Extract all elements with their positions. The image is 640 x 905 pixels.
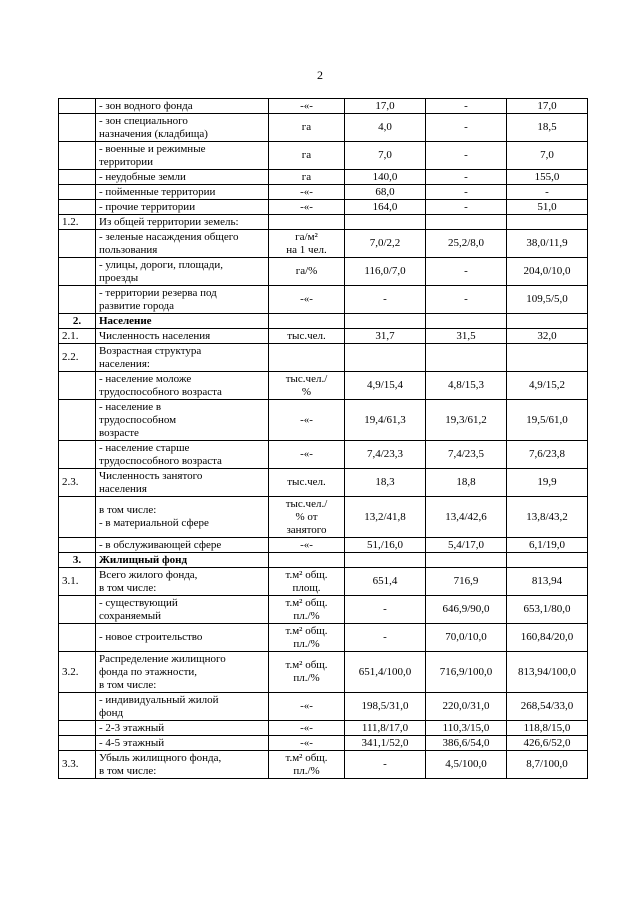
section-header-row <box>59 553 588 568</box>
unit-cell <box>269 372 345 400</box>
unit-cell-line: -«- <box>300 413 313 426</box>
value-cell-1: - <box>345 751 426 779</box>
value-cell-2: 4,8/15,3 <box>426 372 507 400</box>
table-row <box>59 185 588 200</box>
indicator-name-line: в том числе: <box>99 504 157 516</box>
unit-cell-line: тыс.чел./ <box>285 372 328 385</box>
value-cell-3: 7,0 <box>507 142 588 170</box>
value-cell-2: - <box>426 258 507 286</box>
value-cell-1: 651,4/100,0 <box>345 652 426 693</box>
table-row <box>59 215 588 230</box>
unit-cell <box>269 568 345 596</box>
value-cell-3: 19,9 <box>507 469 588 497</box>
table-row <box>59 114 588 142</box>
unit-cell <box>269 258 345 286</box>
value-cell-1 <box>345 344 426 372</box>
value-cell-3: 7,6/23,8 <box>507 441 588 469</box>
value-cell-2: 19,3/61,2 <box>426 400 507 441</box>
value-cell-1: 19,4/61,3 <box>345 400 426 441</box>
unit-cell-line: -«- <box>300 700 313 712</box>
unit-cell <box>269 497 345 538</box>
value-cell-3: 155,0 <box>507 170 588 185</box>
indicator-name-line: - зон специального <box>99 114 188 127</box>
indicator-name <box>96 314 269 329</box>
value-cell-2: 18,8 <box>426 469 507 497</box>
indicator-name-line: - территории резерва под <box>99 286 217 299</box>
row-number <box>59 624 96 652</box>
indicator-name <box>96 721 269 736</box>
indicator-name-line: - в материальной сфере <box>99 517 209 529</box>
row-number <box>59 538 96 553</box>
unit-cell <box>269 624 345 652</box>
value-cell-3: 38,0/11,9 <box>507 230 588 258</box>
unit-cell-line: -«- <box>300 200 313 213</box>
indicator-name <box>96 568 269 596</box>
value-cell-2 <box>426 344 507 372</box>
row-number: 2.2. <box>59 344 96 372</box>
indicator-name-line: назначения (кладбища) <box>99 127 208 140</box>
row-number <box>59 99 96 114</box>
unit-cell <box>269 99 345 114</box>
value-cell-1: 198,5/31,0 <box>345 693 426 721</box>
unit-cell-line: т.м² общ. <box>285 659 328 671</box>
value-cell-2: 220,0/31,0 <box>426 693 507 721</box>
indicator-name <box>96 329 269 344</box>
indicator-name <box>96 624 269 652</box>
value-cell-2: - <box>426 99 507 114</box>
unit-cell <box>269 400 345 441</box>
value-cell-3: 813,94/100,0 <box>507 652 588 693</box>
indicator-name-line: - существующий <box>99 596 178 609</box>
unit-cell-line: тыс.чел. <box>287 476 326 488</box>
value-cell-2: - <box>426 114 507 142</box>
indicator-name <box>96 596 269 624</box>
value-cell-1: 116,0/7,0 <box>345 258 426 286</box>
value-cell-1: 4,0 <box>345 114 426 142</box>
row-number: 1.2. <box>59 215 96 230</box>
value-cell-3: 13,8/43,2 <box>507 497 588 538</box>
value-cell-3: 51,0 <box>507 200 588 215</box>
value-cell-3: 268,54/33,0 <box>507 693 588 721</box>
indicator-name-line: - население старше <box>99 441 190 454</box>
indicator-name-line: - 2-3 этажный <box>99 721 165 734</box>
indicator-name-line: - прочие территории <box>99 200 196 213</box>
unit-cell-line: -«- <box>300 448 313 460</box>
unit-cell-line: га <box>301 121 312 133</box>
value-cell-1: 7,0/2,2 <box>345 230 426 258</box>
value-cell-1: 4,9/15,4 <box>345 372 426 400</box>
unit-cell-line: % от <box>295 510 318 523</box>
row-number <box>59 185 96 200</box>
value-cell-2: 716,9/100,0 <box>426 652 507 693</box>
value-cell-1: 341,1/52,0 <box>345 736 426 751</box>
indicator-name <box>96 400 269 441</box>
value-cell-3 <box>507 553 588 568</box>
value-cell-3: 32,0 <box>507 329 588 344</box>
value-cell-1 <box>345 553 426 568</box>
value-cell-3 <box>507 314 588 329</box>
value-cell-2: 4,5/100,0 <box>426 751 507 779</box>
indicator-name-line: трудоспособного возраста <box>99 385 222 398</box>
row-number <box>59 230 96 258</box>
unit-cell <box>269 751 345 779</box>
row-number: 2.1. <box>59 329 96 344</box>
table-row <box>59 258 588 286</box>
value-cell-1: 51,/16,0 <box>345 538 426 553</box>
value-cell-3 <box>507 344 588 372</box>
indicator-name-line: фонд <box>99 706 124 719</box>
value-cell-1: 164,0 <box>345 200 426 215</box>
unit-cell <box>269 736 345 751</box>
section-header-row <box>59 314 588 329</box>
value-cell-2: 31,5 <box>426 329 507 344</box>
indicator-name-line: Жилищный фонд <box>99 553 188 566</box>
value-cell-2: - <box>426 200 507 215</box>
row-number <box>59 200 96 215</box>
table-row <box>59 170 588 185</box>
row-number <box>59 400 96 441</box>
unit-cell-line: -«- <box>300 538 313 551</box>
value-cell-2: 7,4/23,5 <box>426 441 507 469</box>
unit-cell-line: -«- <box>300 293 313 305</box>
value-cell-2: 70,0/10,0 <box>426 624 507 652</box>
unit-cell-line: занятого <box>286 523 327 536</box>
row-number: 3.2. <box>59 652 96 693</box>
table-row <box>59 568 588 596</box>
unit-cell <box>269 721 345 736</box>
indicator-name-line: Численность населения <box>99 329 211 342</box>
unit-cell <box>269 441 345 469</box>
indicator-name <box>96 215 269 230</box>
value-cell-2: 25,2/8,0 <box>426 230 507 258</box>
unit-cell-line: площ. <box>292 581 321 594</box>
indicator-name-line: территории <box>99 155 154 168</box>
value-cell-2: 716,9 <box>426 568 507 596</box>
unit-cell <box>269 469 345 497</box>
row-number: 3. <box>59 553 96 568</box>
unit-cell-line: -«- <box>300 185 313 198</box>
indicator-name-line: Численность занятого <box>99 469 203 482</box>
indicator-name-line: трудоспособном <box>99 413 177 426</box>
table-row <box>59 372 588 400</box>
unit-cell-line: пл./% <box>293 672 320 684</box>
row-number: 2. <box>59 314 96 329</box>
unit-cell <box>269 200 345 215</box>
row-number <box>59 258 96 286</box>
indicator-name <box>96 538 269 553</box>
row-number <box>59 721 96 736</box>
value-cell-2 <box>426 314 507 329</box>
value-cell-1: 651,4 <box>345 568 426 596</box>
unit-cell <box>269 114 345 142</box>
value-cell-1: 68,0 <box>345 185 426 200</box>
indicator-name <box>96 286 269 314</box>
unit-cell <box>269 142 345 170</box>
indicator-name <box>96 344 269 372</box>
value-cell-1: 31,7 <box>345 329 426 344</box>
indicator-name <box>96 200 269 215</box>
row-number <box>59 441 96 469</box>
indicator-name <box>96 185 269 200</box>
unit-cell-line: тыс.чел. <box>287 329 326 342</box>
indicator-name-line: пользования <box>99 243 158 256</box>
value-cell-1: 18,3 <box>345 469 426 497</box>
indicator-name-line: в том числе: <box>99 764 157 777</box>
value-cell-1: - <box>345 286 426 314</box>
unit-cell-line: пл./% <box>293 764 320 777</box>
value-cell-2: 646,9/90,0 <box>426 596 507 624</box>
indicator-name-line: - 4-5 этажный <box>99 736 165 749</box>
value-cell-2: 13,4/42,6 <box>426 497 507 538</box>
value-cell-3: 813,94 <box>507 568 588 596</box>
row-number <box>59 497 96 538</box>
value-cell-3: 18,5 <box>507 114 588 142</box>
value-cell-1: - <box>345 624 426 652</box>
indicator-name <box>96 99 269 114</box>
value-cell-1: - <box>345 596 426 624</box>
indicator-name <box>96 142 269 170</box>
unit-cell-line: т.м² общ. <box>285 568 328 581</box>
unit-cell <box>269 314 345 329</box>
unit-cell-line: тыс.чел./ <box>285 497 328 510</box>
value-cell-1: 13,2/41,8 <box>345 497 426 538</box>
unit-cell-line: на 1 чел. <box>286 243 327 256</box>
unit-cell <box>269 538 345 553</box>
table-row <box>59 751 588 779</box>
value-cell-2: 110,3/15,0 <box>426 721 507 736</box>
indicator-name-line: Возрастная структура <box>99 344 202 357</box>
value-cell-2: 386,6/54,0 <box>426 736 507 751</box>
unit-cell <box>269 329 345 344</box>
unit-cell <box>269 693 345 721</box>
value-cell-3: 426,6/52,0 <box>507 736 588 751</box>
value-cell-3: 204,0/10,0 <box>507 258 588 286</box>
value-cell-3: 19,5/61,0 <box>507 400 588 441</box>
value-cell-2: - <box>426 142 507 170</box>
indicator-name-line: - неудобные земли <box>99 170 186 183</box>
table-row <box>59 652 588 693</box>
indicator-name-line: - население в <box>99 400 162 413</box>
value-cell-3: - <box>507 185 588 200</box>
table-row <box>59 230 588 258</box>
indicator-name-line: фонда по этажности, <box>99 665 198 678</box>
value-cell-3: 8,7/100,0 <box>507 751 588 779</box>
value-cell-1: 17,0 <box>345 99 426 114</box>
table-row <box>59 497 588 538</box>
row-number: 3.1. <box>59 568 96 596</box>
value-cell-1: 7,4/23,3 <box>345 441 426 469</box>
indicator-name-line: - в обслуживающей сфере <box>99 538 222 551</box>
unit-cell-line: га <box>301 170 312 183</box>
indicator-name-line: проезды <box>99 271 139 284</box>
indicator-name-line: населения <box>99 482 147 495</box>
value-cell-3 <box>507 215 588 230</box>
row-number: 2.3. <box>59 469 96 497</box>
indicator-name-line: - улицы, дороги, площади, <box>99 258 224 271</box>
indicator-name <box>96 497 269 538</box>
unit-cell-line: га/% <box>295 265 318 277</box>
indicator-name-line: - индивидуальный жилой <box>99 693 219 706</box>
indicator-name <box>96 736 269 751</box>
indicator-name-line: - население моложе <box>99 372 192 385</box>
value-cell-1 <box>345 215 426 230</box>
indicators-table <box>58 98 588 779</box>
unit-cell-line: т.м² общ. <box>285 624 328 637</box>
row-number <box>59 114 96 142</box>
unit-cell-line: -«- <box>300 736 313 749</box>
indicator-name <box>96 372 269 400</box>
table-row <box>59 624 588 652</box>
table-row <box>59 538 588 553</box>
unit-cell <box>269 170 345 185</box>
unit-cell <box>269 652 345 693</box>
indicator-name <box>96 441 269 469</box>
value-cell-3: 653,1/80,0 <box>507 596 588 624</box>
indicator-name <box>96 114 269 142</box>
table-row <box>59 400 588 441</box>
row-number <box>59 693 96 721</box>
indicator-name <box>96 469 269 497</box>
page-number: 2 <box>317 68 323 82</box>
indicator-name <box>96 170 269 185</box>
table-row <box>59 200 588 215</box>
row-number <box>59 286 96 314</box>
unit-cell-line: т.м² общ. <box>285 596 328 609</box>
unit-cell-line: -«- <box>300 721 313 734</box>
value-cell-1: 7,0 <box>345 142 426 170</box>
indicator-name-line: - зон водного фонда <box>99 99 193 112</box>
unit-cell <box>269 215 345 230</box>
row-number <box>59 142 96 170</box>
indicator-name-line: в том числе: <box>99 581 157 594</box>
value-cell-3: 6,1/19,0 <box>507 538 588 553</box>
unit-cell <box>269 553 345 568</box>
row-number <box>59 596 96 624</box>
table-row <box>59 344 588 372</box>
indicator-name <box>96 693 269 721</box>
unit-cell <box>269 185 345 200</box>
indicator-name <box>96 652 269 693</box>
table-row <box>59 142 588 170</box>
unit-cell-line: пл./% <box>293 637 320 650</box>
unit-cell <box>269 596 345 624</box>
unit-cell <box>269 286 345 314</box>
value-cell-3: 109,5/5,0 <box>507 286 588 314</box>
unit-cell-line: га/м² <box>295 230 318 243</box>
unit-cell <box>269 230 345 258</box>
indicator-name-line: - военные и режимные <box>99 142 206 155</box>
indicator-name-line: возрасте <box>99 426 139 439</box>
indicator-name-line: - зеленые насаждения общего <box>99 230 239 243</box>
row-number <box>59 170 96 185</box>
unit-cell-line: пл./% <box>293 609 320 622</box>
table-row <box>59 721 588 736</box>
table-row <box>59 329 588 344</box>
table-row <box>59 441 588 469</box>
indicator-name-line: населения: <box>99 357 150 370</box>
indicator-name-line: Убыль жилищного фонда, <box>99 751 222 764</box>
value-cell-3: 160,84/20,0 <box>507 624 588 652</box>
indicator-name-line: - пойменные территории <box>99 185 216 198</box>
table-row <box>59 736 588 751</box>
value-cell-3: 4,9/15,2 <box>507 372 588 400</box>
indicator-name <box>96 751 269 779</box>
indicator-name-line: Население <box>99 314 152 327</box>
table-row <box>59 286 588 314</box>
indicator-name-line: - новое строительство <box>99 631 203 643</box>
table-row <box>59 99 588 114</box>
indicator-name-line: Распределение жилищного <box>99 652 226 665</box>
indicator-name <box>96 553 269 568</box>
row-number: 3.3. <box>59 751 96 779</box>
indicator-name-line: в том числе: <box>99 678 157 691</box>
indicator-name <box>96 258 269 286</box>
value-cell-3: 17,0 <box>507 99 588 114</box>
unit-cell-line: % <box>301 385 312 398</box>
table-row <box>59 596 588 624</box>
value-cell-2 <box>426 215 507 230</box>
indicator-name-line: Из общей территории земель: <box>99 215 239 228</box>
unit-cell <box>269 344 345 372</box>
indicator-name-line: трудоспособного возраста <box>99 454 222 467</box>
value-cell-1: 111,8/17,0 <box>345 721 426 736</box>
value-cell-2: - <box>426 286 507 314</box>
row-number <box>59 372 96 400</box>
value-cell-3: 118,8/15,0 <box>507 721 588 736</box>
value-cell-2 <box>426 553 507 568</box>
value-cell-1 <box>345 314 426 329</box>
table-row <box>59 693 588 721</box>
unit-cell-line: т.м² общ. <box>285 751 328 764</box>
unit-cell-line: га <box>301 149 312 161</box>
table-row <box>59 469 588 497</box>
value-cell-1: 140,0 <box>345 170 426 185</box>
indicator-name-line: сохраняемый <box>99 609 162 622</box>
value-cell-2: - <box>426 185 507 200</box>
unit-cell-line: -«- <box>300 99 313 112</box>
row-number <box>59 736 96 751</box>
indicator-name <box>96 230 269 258</box>
indicator-name-line: развитие города <box>99 299 175 312</box>
indicator-name-line: Всего жилого фонда, <box>99 568 198 581</box>
value-cell-2: - <box>426 170 507 185</box>
value-cell-2: 5,4/17,0 <box>426 538 507 553</box>
